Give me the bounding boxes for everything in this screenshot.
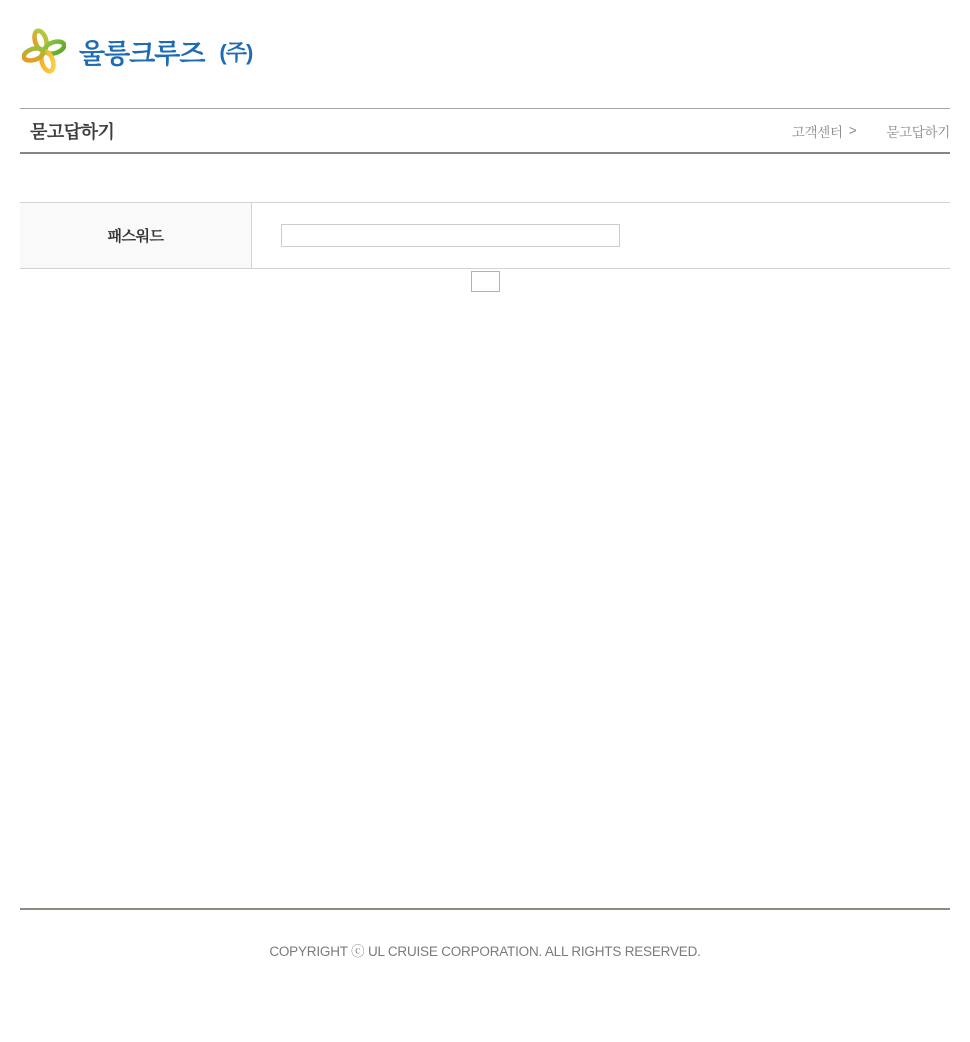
pinwheel-flower-icon	[22, 28, 66, 74]
password-input-cell	[252, 203, 950, 268]
password-form-table	[20, 202, 950, 269]
breadcrumb	[792, 121, 950, 141]
breadcrumb-separator: >	[848, 123, 857, 138]
page-title: 묻고답하기	[30, 121, 115, 142]
company-name: 울릉크루즈	[79, 38, 205, 69]
copyright-text: COPYRIGHT ⓒ UL CRUISE CORPORATION. ALL RIGHTS RESERVED.	[269, 944, 701, 959]
header	[0, 0, 970, 108]
title-bar	[20, 108, 950, 154]
company-logo[interactable]	[22, 28, 252, 74]
breadcrumb-current: 묻고답하기	[886, 124, 950, 140]
submit-row	[20, 271, 950, 295]
company-suffix: (주)	[219, 39, 253, 65]
submit-button[interactable]	[471, 271, 500, 292]
main-content	[20, 202, 950, 295]
footer	[20, 908, 950, 1042]
empty-space	[0, 295, 970, 908]
password-label: 패스워드	[20, 203, 252, 268]
password-input[interactable]	[281, 224, 620, 247]
breadcrumb-parent-link[interactable]: 고객센터	[791, 124, 843, 140]
